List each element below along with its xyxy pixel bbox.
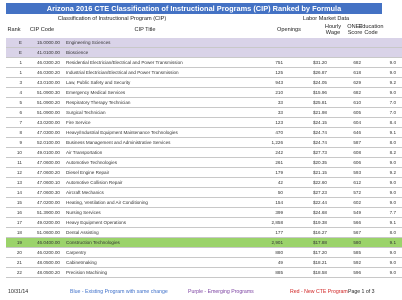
legend-red: Red - New CTE Program	[290, 289, 348, 295]
education-column-header	[356, 24, 386, 36]
onet-score-cell: 585	[329, 248, 363, 258]
education-code-cell: 9.2	[363, 168, 402, 178]
rank-cell: E	[6, 38, 24, 48]
openings-cell: 210	[233, 88, 285, 98]
cip-code-cell: 51.3900.00	[24, 208, 62, 218]
cip-code-cell: 43.0200.00	[24, 118, 62, 128]
table-row	[6, 38, 402, 48]
hourly-wage-cell: $22.44	[285, 198, 329, 208]
education-code-cell: 7.0	[363, 108, 402, 118]
cip-code-cell: 51.0900.20	[24, 98, 62, 108]
openings-cell: 154	[233, 198, 285, 208]
education-line2: Code	[364, 30, 378, 36]
table-row	[6, 188, 402, 198]
cip-code-column-header: CIP Code	[29, 27, 55, 33]
education-code-cell: 8.2	[363, 148, 402, 158]
table-row	[6, 228, 402, 238]
onet-score-cell: 592	[329, 258, 363, 268]
cip-ranking-table-body	[6, 38, 402, 278]
hourly-wage-cell: $16.27	[285, 228, 329, 238]
education-code-cell: 9.1	[363, 218, 402, 228]
hourly-wage-cell: $24.74	[285, 138, 329, 148]
table-row	[6, 118, 402, 128]
cip-section-header: Classification of Instructional Program (CIP)	[57, 16, 167, 22]
onet-line1: ONET	[347, 24, 363, 30]
cip-title-cell: Automotive Collision Repair	[62, 178, 233, 188]
legend-blue: Blue - Existing Program with same change	[70, 289, 168, 295]
onet-score-cell: 646	[329, 128, 363, 138]
hourly-wage-cell: $17.20	[285, 248, 329, 258]
rank-cell: 21	[6, 258, 24, 268]
education-code-cell: 8.0	[363, 228, 402, 238]
hourly-wage-cell: $24.05	[285, 78, 329, 88]
openings-cell: 2,901	[233, 238, 285, 248]
hourly-wage-cell: $27.23	[285, 188, 329, 198]
table-row	[6, 178, 402, 188]
cip-code-cell: 46.0300.20	[24, 68, 62, 78]
onet-score-cell: 596	[329, 268, 363, 278]
education-code-cell: 9.0	[363, 88, 402, 98]
cip-title-cell: Cabinetmaking	[62, 258, 233, 268]
table-row	[6, 168, 402, 178]
table-row	[6, 238, 402, 248]
rank-column-header: Rank	[7, 27, 21, 33]
table-row	[6, 58, 402, 68]
openings-cell: 123	[233, 118, 285, 128]
table-row	[6, 78, 402, 88]
openings-cell: 751	[233, 58, 285, 68]
onet-score-cell: 549	[329, 208, 363, 218]
rank-cell: E	[6, 48, 24, 58]
onet-score-cell: 612	[329, 178, 363, 188]
labor-market-section-header: Labor Market Data	[302, 16, 350, 22]
cip-code-cell: 43.0100.00	[24, 78, 62, 88]
openings-cell: 885	[233, 268, 285, 278]
onet-line2: Score	[347, 30, 363, 36]
cip-code-cell: 47.0600.00	[24, 158, 62, 168]
openings-cell: 125	[233, 68, 285, 78]
hourly-wage-cell: $24.74	[285, 128, 329, 138]
openings-cell: 49	[233, 258, 285, 268]
rank-cell: 1	[6, 58, 24, 68]
cip-title-cell: Industrial Electrician/Electrical and Power Transmission	[62, 68, 233, 78]
hourly-wage-cell: $15.96	[285, 88, 329, 98]
rank-cell: 13	[6, 178, 24, 188]
education-code-cell	[363, 38, 402, 48]
openings-cell: 399	[233, 208, 285, 218]
onet-score-cell: 608	[329, 148, 363, 158]
cip-title-cell: Heavy Equipment Operations	[62, 218, 233, 228]
education-code-cell: 9.0	[363, 258, 402, 268]
rank-cell: 1	[6, 68, 24, 78]
cip-code-cell: 47.0300.00	[24, 128, 62, 138]
rank-cell: 9	[6, 138, 24, 148]
onet-score-cell: 606	[329, 158, 363, 168]
table-row	[6, 108, 402, 118]
cip-code-cell: 51.0600.00	[24, 228, 62, 238]
openings-cell: 42	[233, 178, 285, 188]
cip-code-cell: 41.0100.00	[24, 48, 62, 58]
onet-score-cell: 566	[329, 218, 363, 228]
cip-code-cell: 51.0900.30	[24, 88, 62, 98]
onet-score-cell: 572	[329, 188, 363, 198]
hourly-wage-cell: $20.35	[285, 158, 329, 168]
openings-column-header: Openings	[277, 27, 301, 33]
openings-cell: 2,858	[233, 218, 285, 228]
cip-title-cell: Law, Public Safety and Security	[62, 78, 233, 88]
hourly-wage-line2: Wage	[325, 30, 341, 36]
education-code-cell: 8.0	[363, 138, 402, 148]
education-code-cell: 9.1	[363, 128, 402, 138]
legend-purple: Purple - Emerging Programs	[188, 289, 254, 295]
cip-code-cell: 47.0600.10	[24, 178, 62, 188]
openings-cell: 943	[233, 78, 285, 88]
cip-title-cell: Automotive Technologies	[62, 158, 233, 168]
hourly-wage-cell: $25.81	[285, 98, 329, 108]
cip-title-cell: Aircraft Mechanics	[62, 188, 233, 198]
openings-cell: 33	[233, 108, 285, 118]
rank-cell: 14	[6, 188, 24, 198]
cip-title-cell: Heavy/Industrial Equipment Maintenance Technologies	[62, 128, 233, 138]
rank-cell: 11	[6, 158, 24, 168]
onet-score-cell: 618	[329, 68, 363, 78]
table-row	[6, 68, 402, 78]
cip-title-cell: Air Transportation	[62, 148, 233, 158]
cip-title-cell: Heating, Ventilation and Air Conditioning	[62, 198, 233, 208]
onet-score-cell: 567	[329, 228, 363, 238]
cip-title-column-header: CIP Title	[134, 27, 156, 33]
hourly-wage-cell: $24.68	[285, 208, 329, 218]
onet-score-cell	[329, 48, 363, 58]
onet-score-cell: 604	[329, 118, 363, 128]
rank-cell: 6	[6, 108, 24, 118]
onet-score-cell: 629	[329, 78, 363, 88]
rank-cell: 15	[6, 198, 24, 208]
rank-cell: 8	[6, 128, 24, 138]
cip-title-cell: Engineering Sciences	[62, 38, 233, 48]
education-code-cell: 9.0	[363, 68, 402, 78]
education-code-cell: 9.0	[363, 58, 402, 68]
onet-score-cell: 580	[329, 238, 363, 248]
onet-score-cell: 593	[329, 168, 363, 178]
cip-title-cell: Respiratory Therapy Technician	[62, 98, 233, 108]
hourly-wage-cell	[285, 38, 329, 48]
hourly-wage-cell: $22.60	[285, 178, 329, 188]
table-row	[6, 138, 402, 148]
rank-cell: 7	[6, 118, 24, 128]
hourly-wage-cell: $27.73	[285, 148, 329, 158]
education-line1: Education	[358, 24, 384, 30]
cip-title-cell: Diesel Engine Repair	[62, 168, 233, 178]
table-row	[6, 98, 402, 108]
table-row	[6, 218, 402, 228]
openings-cell: 177	[233, 228, 285, 238]
cip-code-cell: 48.0500.20	[24, 268, 62, 278]
rank-cell: 22	[6, 268, 24, 278]
onet-score-cell: 682	[329, 88, 363, 98]
table-row	[6, 158, 402, 168]
cip-title-cell: Carpentry	[62, 248, 233, 258]
page-number: Page 1 of 3	[348, 289, 375, 295]
cip-title-cell: Emergency Medical Services	[62, 88, 233, 98]
onet-score-cell	[329, 38, 363, 48]
table-row	[6, 148, 402, 158]
cip-title-cell: Fire Service	[62, 118, 233, 128]
education-code-cell: 9.0	[363, 268, 402, 278]
cip-title-cell: Residential Electrician/Electrical and Power Transmission	[62, 58, 233, 68]
cip-title-cell: Precision Machining	[62, 268, 233, 278]
hourly-wage-cell: $31.20	[285, 58, 329, 68]
hourly-wage-cell: $21.15	[285, 168, 329, 178]
rank-cell: 16	[6, 208, 24, 218]
rank-cell: 10	[6, 148, 24, 158]
education-code-cell: 9.0	[363, 198, 402, 208]
openings-cell	[233, 48, 285, 58]
table-row	[6, 248, 402, 258]
onet-score-cell: 605	[329, 108, 363, 118]
cip-title-cell: Business Management and Administrative Services	[62, 138, 233, 148]
rank-cell: 4	[6, 88, 24, 98]
cip-code-cell: 47.0200.00	[24, 198, 62, 208]
education-code-cell: 7.0	[363, 98, 402, 108]
table-row	[6, 208, 402, 218]
rank-cell: 19	[6, 238, 24, 248]
onet-score-cell: 610	[329, 98, 363, 108]
openings-cell: 242	[233, 148, 285, 158]
openings-cell: 1,226	[233, 138, 285, 148]
education-code-cell: 9.1	[363, 238, 402, 248]
onet-score-cell: 682	[329, 58, 363, 68]
education-code-cell: 7.7	[363, 208, 402, 218]
education-code-cell	[363, 48, 402, 58]
onet-score-cell: 587	[329, 138, 363, 148]
rank-cell: 12	[6, 168, 24, 178]
education-code-cell: 9.0	[363, 178, 402, 188]
hourly-wage-cell: $24.15	[285, 118, 329, 128]
rank-cell: 17	[6, 218, 24, 228]
cip-code-cell: 46.0400.00	[24, 238, 62, 248]
hourly-wage-cell: $17.88	[285, 238, 329, 248]
table-row	[6, 48, 402, 58]
hourly-wage-cell: $19.38	[285, 218, 329, 228]
openings-cell	[233, 38, 285, 48]
cip-title-cell: Surgical Technician	[62, 108, 233, 118]
hourly-wage-line1: Hourly	[324, 24, 342, 30]
cip-code-cell: 47.0600.30	[24, 188, 62, 198]
table-row	[6, 258, 402, 268]
education-code-cell: 9.0	[363, 188, 402, 198]
openings-cell: 50	[233, 188, 285, 198]
hourly-wage-cell: $26.87	[285, 68, 329, 78]
onet-score-cell: 602	[329, 198, 363, 208]
table-row	[6, 88, 402, 98]
cip-code-cell: 51.0900.00	[24, 108, 62, 118]
cip-code-cell: 49.0200.00	[24, 218, 62, 228]
hourly-wage-cell	[285, 48, 329, 58]
report-title: Arizona 2016 CTE Classification of Instructional Programs (CIP) Ranked by Formula	[6, 3, 382, 14]
table-row	[6, 128, 402, 138]
education-code-cell: 8.4	[363, 118, 402, 128]
openings-cell: 179	[233, 168, 285, 178]
rank-cell: 3	[6, 78, 24, 88]
cip-code-cell: 46.0300.20	[24, 58, 62, 68]
openings-cell: 33	[233, 98, 285, 108]
footer-date: 10/31/14	[8, 289, 29, 295]
openings-cell: 261	[233, 158, 285, 168]
cip-code-cell: 49.0100.00	[24, 148, 62, 158]
openings-cell: 880	[233, 248, 285, 258]
cip-code-cell: 48.0500.00	[24, 258, 62, 268]
table-row	[6, 198, 402, 208]
cip-title-cell: Dental Assisting	[62, 228, 233, 238]
cip-code-cell: 47.0600.20	[24, 168, 62, 178]
hourly-wage-cell: $18.58	[285, 268, 329, 278]
cip-code-cell: 52.0100.00	[24, 138, 62, 148]
education-code-cell: 9.2	[363, 78, 402, 88]
cip-code-cell: 46.0200.00	[24, 248, 62, 258]
openings-cell: 470	[233, 128, 285, 138]
cip-title-cell: Nursing Services	[62, 208, 233, 218]
education-code-cell: 9.0	[363, 248, 402, 258]
rank-cell: 18	[6, 228, 24, 238]
hourly-wage-cell: $18.21	[285, 258, 329, 268]
rank-cell: 5	[6, 98, 24, 108]
hourly-wage-cell: $21.98	[285, 108, 329, 118]
education-code-cell: 9.0	[363, 158, 402, 168]
cip-code-cell: 15.0000.00	[24, 38, 62, 48]
cip-title-cell: Construction Technologies	[62, 238, 233, 248]
table-row	[6, 268, 402, 278]
cip-title-cell: Bioscience	[62, 48, 233, 58]
rank-cell: 20	[6, 248, 24, 258]
cip-ranking-table	[6, 38, 402, 278]
